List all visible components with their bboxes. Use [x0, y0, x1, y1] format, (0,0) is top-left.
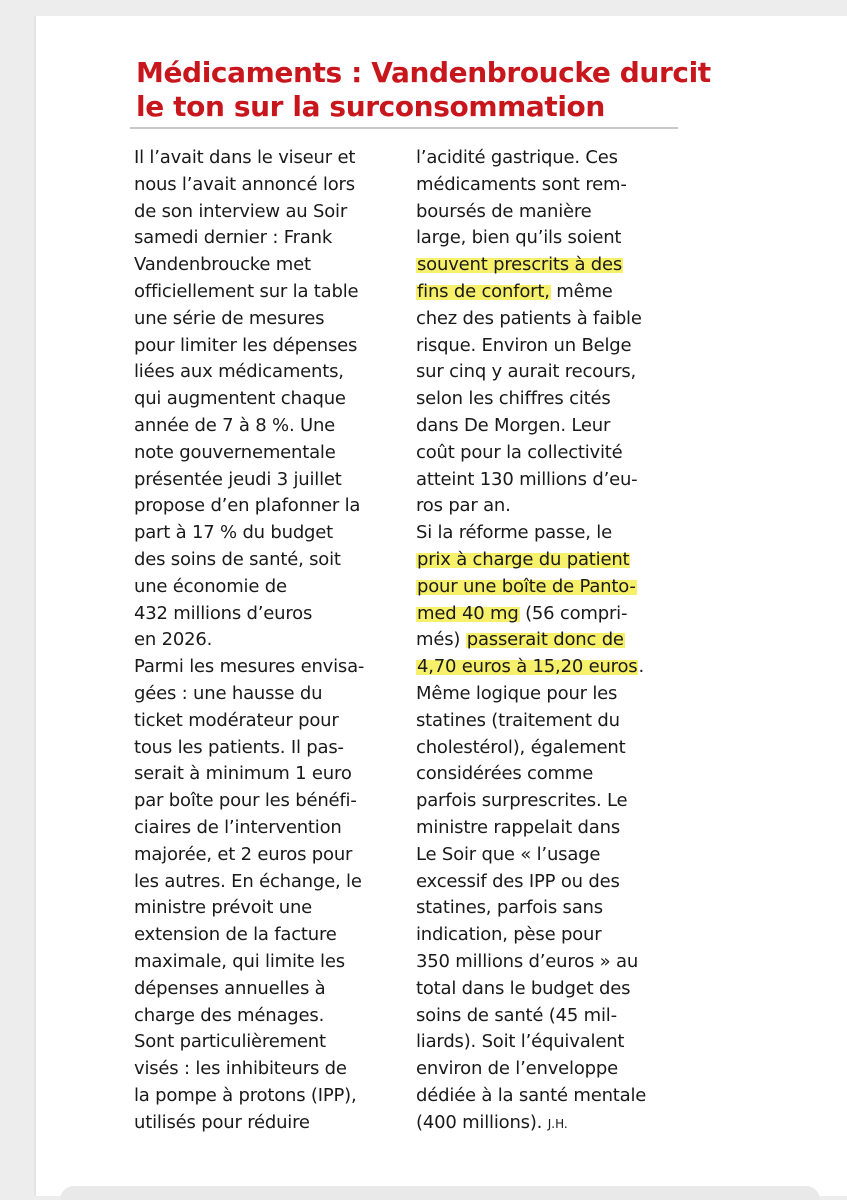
text-line: charge des ménages.	[134, 1004, 325, 1026]
text-line: officiellement sur la table	[134, 280, 359, 302]
highlighted-text: med 40 mg	[417, 602, 519, 624]
text-line: qui augmentent chaque	[134, 388, 346, 410]
text-line: coût pour la collectivité	[416, 441, 623, 463]
text-line: visés : les inhibiteurs de	[134, 1058, 347, 1080]
text-line: ticket modérateur pour	[134, 709, 339, 731]
text-line: Vandenbroucke met	[134, 254, 311, 276]
text-line: ros par an.	[416, 495, 511, 517]
text-line: boursés de manière	[416, 200, 592, 222]
text-line: l’acidité gastrique. Ces	[416, 147, 618, 168]
text-line: ministre rappelait dans	[416, 816, 620, 838]
text-line: Parmi les mesures envisa-	[134, 656, 365, 678]
text-line: considérées comme	[416, 763, 594, 785]
text-fragment: més)	[416, 629, 466, 651]
highlighted-text: pour une boîte de Panto-	[417, 575, 636, 597]
text-line: Même logique pour les	[416, 682, 618, 704]
text-line: parfois surprescrites. Le	[416, 790, 628, 812]
text-line	[416, 574, 681, 601]
text-line: chez des patients à faible	[416, 307, 642, 329]
author-signature: J.H.	[547, 1116, 568, 1131]
highlighted-text: souvent prescrits à des	[417, 254, 623, 276]
text-line: dédiée à la santé mentale	[416, 1084, 647, 1106]
text-line: dépenses annuelles à	[134, 977, 326, 999]
text-line: liards). Soit l’équivalent	[416, 1031, 625, 1053]
text-line: propose d’en plafonner la	[134, 495, 361, 517]
text-line: liées aux médicaments,	[134, 361, 344, 383]
text-line: ciaires de l’intervention	[134, 816, 342, 838]
text-line: année de 7 à 8 %. Une	[134, 414, 336, 436]
text-line: Il l’avait dans le viseur et	[134, 147, 356, 168]
text-line: cholestérol), également	[416, 736, 626, 758]
highlighted-text: 4,70 euros à 15,20 euros	[417, 656, 638, 678]
text-line: 350 millions d’euros » au	[416, 950, 639, 972]
text-line: extension de la facture	[134, 924, 337, 946]
text-line: en 2026.	[134, 629, 213, 651]
headline-line: Médicaments : Vandenbroucke durcit	[136, 56, 711, 89]
text-line: selon les chiffres cités	[416, 388, 611, 410]
highlighted-text: passerait donc de	[466, 629, 624, 651]
text-fragment: .	[638, 656, 645, 678]
text-line: par boîte pour les bénéfi-	[134, 790, 357, 812]
text-line: Le Soir que « l’usage	[416, 843, 601, 865]
text-line: maximale, qui limite les	[134, 950, 345, 972]
text-line: médicaments sont rem-	[416, 173, 627, 195]
text-line: Sont particulièrement	[134, 1031, 326, 1053]
text-line: une économie de	[134, 575, 287, 597]
text-line: total dans le budget des	[416, 977, 631, 999]
text-line	[416, 279, 681, 306]
text-fragment: (56 compri-	[519, 602, 628, 624]
text-line: statines, parfois sans	[416, 897, 603, 919]
text-line: note gouvernementale	[134, 441, 336, 463]
text-line	[416, 601, 681, 628]
text-line: tous les patients. Il pas-	[134, 736, 344, 758]
text-fragment: même	[550, 280, 613, 302]
highlighted-text: prix à charge du patient	[417, 548, 630, 570]
text-line: risque. Environ un Belge	[416, 334, 632, 356]
article-column-left	[134, 145, 404, 1136]
text-line: nous l’avait annoncé lors	[134, 173, 355, 195]
text-line: dans De Morgen. Leur	[416, 414, 611, 436]
text-line	[416, 654, 681, 681]
text-line: ministre prévoit une	[134, 897, 313, 919]
text-line: une série de mesures	[134, 307, 325, 329]
text-line	[416, 547, 681, 574]
text-line	[416, 252, 681, 279]
text-line: Si la réforme passe, le	[416, 522, 612, 544]
next-page-edge	[60, 1186, 820, 1200]
article-headline	[136, 56, 711, 124]
text-line: 432 millions d’euros	[134, 602, 313, 624]
text-line: majorée, et 2 euros pour	[134, 843, 353, 865]
text-line: large, bien qu’ils soient	[416, 227, 622, 249]
text-line: sur cinq y aurait recours,	[416, 361, 637, 383]
text-line: pour limiter les dépenses	[134, 334, 358, 356]
headline-rule	[130, 127, 678, 129]
text-line: environ de l’enveloppe	[416, 1058, 618, 1080]
text-line: soins de santé (45 mil-	[416, 1004, 617, 1026]
text-line: présentée jeudi 3 juillet	[134, 468, 342, 490]
text-line: des soins de santé, soit	[134, 548, 341, 570]
highlighted-text: fins de confort,	[417, 280, 550, 302]
text-line: utilisés pour réduire	[134, 1111, 310, 1133]
text-line: de son interview au Soir	[134, 200, 348, 222]
headline-line: le ton sur la surconsommation	[136, 90, 605, 123]
text-line	[416, 627, 681, 654]
text-line: la pompe à protons (IPP),	[134, 1084, 357, 1106]
text-line: les autres. En échange, le	[134, 870, 362, 892]
text-line: serait à minimum 1 euro	[134, 763, 352, 785]
text-line: indication, pèse pour	[416, 924, 602, 946]
text-line: statines (traitement du	[416, 709, 620, 731]
text-fragment: (400 millions).	[416, 1111, 543, 1133]
text-line: atteint 130 millions d’eu-	[416, 468, 638, 490]
article-column-right	[416, 145, 681, 1136]
text-line: part à 17 % du budget	[134, 522, 334, 544]
text-line	[416, 1110, 681, 1137]
text-line: samedi dernier : Frank	[134, 227, 333, 249]
text-line: excessif des IPP ou des	[416, 870, 620, 892]
text-line: gées : une hausse du	[134, 682, 323, 704]
